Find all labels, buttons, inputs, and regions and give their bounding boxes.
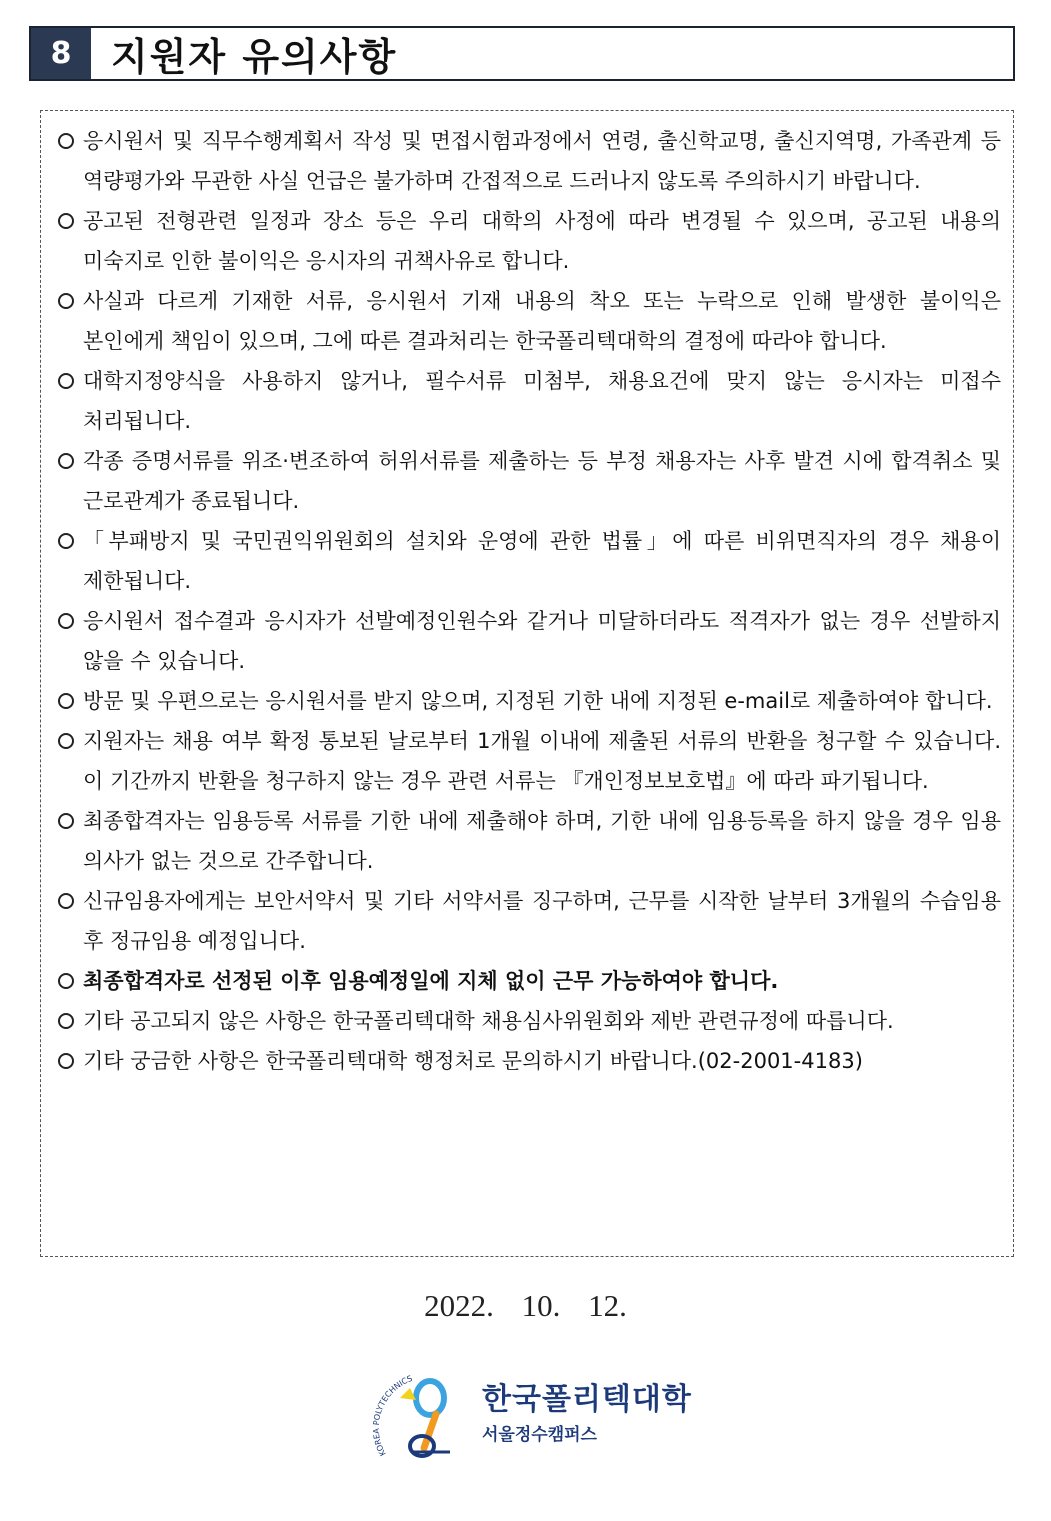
notice-text: 응시원서 및 직무수행계획서 작성 및 면접시험과정에서 연령, 출신학교명, 출신지역명, 가족관계 등 역량평가와 무관한 사실 언급은 불가하며 간접적으로 드러나지 않도록 주의하시기 바랍니다. <box>83 129 1001 193</box>
svg-text:KOREA POLYTECHNICS: KOREA POLYTECHNICS <box>372 1373 414 1458</box>
circle-bullet-icon <box>49 281 83 309</box>
circle-bullet-icon <box>49 881 83 909</box>
notice-text: 지원자는 채용 여부 확정 통보된 날로부터 1개월 이내에 제출된 서류의 반환을 청구할 수 있습니다. 이 기간까지 반환을 청구하지 않는 경우 관련 서류는 『개인정보보호법』에 따라 파기됩니다. <box>83 729 1001 793</box>
notice-text: 기타 궁금한 사항은 한국폴리텍대학 행정처로 문의하시기 바랍니다.(02-2001-4183) <box>83 1049 863 1073</box>
notice-item <box>49 681 1001 721</box>
notice-text: 사실과 다르게 기재한 서류, 응시원서 기재 내용의 착오 또는 누락으로 인해 발생한 불이익은 본인에게 책임이 있으며, 그에 따른 결과처리는 한국폴리텍대학의 결정에 따라야 합니다. <box>83 289 1001 353</box>
circle-bullet-icon <box>49 801 83 829</box>
notice-text: 신규임용자에게는 보안서약서 및 기타 서약서를 징구하며, 근무를 시작한 날부터 3개월의 수습임용 후 정규임용 예정입니다. <box>83 889 1001 953</box>
circle-bullet-icon <box>49 121 83 149</box>
notice-text: 기타 공고되지 않은 사항은 한국폴리텍대학 채용심사위원회와 제반 관련규정에 따릅니다. <box>83 1009 894 1033</box>
college-logo <box>372 1362 692 1472</box>
section-number: 8 <box>31 28 91 79</box>
notice-box <box>40 110 1014 1257</box>
notice-text: 방문 및 우편으로는 응시원서를 받지 않으며, 지정된 기한 내에 지정된 e-mail로 제출하여야 합니다. <box>83 689 993 713</box>
logo-college-name: 한국폴리텍대학 <box>482 1382 692 1417</box>
notice-item <box>49 361 1001 441</box>
notice-item <box>49 881 1001 961</box>
notice-item <box>49 121 1001 201</box>
notice-item <box>49 201 1001 281</box>
notice-item <box>49 441 1001 521</box>
notice-item <box>49 961 1001 1001</box>
notice-item <box>49 601 1001 681</box>
notice-text: 「부패방지 및 국민권익위원회의 설치와 운영에 관한 법률」에 따른 비위면직자의 경우 채용이 제한됩니다. <box>83 529 1001 593</box>
circle-bullet-icon <box>49 681 83 709</box>
circle-bullet-icon <box>49 361 83 389</box>
section-title: 지원자 유의사항 <box>111 35 398 79</box>
document-date: 2022. 10. 12. <box>424 1288 627 1323</box>
notice-text: 최종합격자로 선정된 이후 임용예정일에 지체 없이 근무 가능하여야 합니다. <box>83 969 779 993</box>
logo-campus-name: 서울정수캠퍼스 <box>482 1425 597 1445</box>
notice-text: 응시원서 접수결과 응시자가 선발예정인원수와 같거나 미달하더라도 적격자가 없는 경우 선발하지 않을 수 있습니다. <box>83 609 1001 673</box>
circle-bullet-icon <box>49 521 83 549</box>
notice-item <box>49 1041 1001 1081</box>
polytech-emblem-icon <box>372 1362 482 1472</box>
notice-text: 대학지정양식을 사용하지 않거나, 필수서류 미첨부, 채용요건에 맞지 않는 응시자는 미접수 처리됩니다. <box>83 369 1001 433</box>
notice-item <box>49 721 1001 801</box>
notice-text: 각종 증명서류를 위조·변조하여 허위서류를 제출하는 등 부정 채용자는 사후 발견 시에 합격취소 및 근로관계가 종료됩니다. <box>83 449 1001 513</box>
circle-bullet-icon <box>49 1041 83 1069</box>
notice-item <box>49 281 1001 361</box>
circle-bullet-icon <box>49 961 83 989</box>
section-header <box>29 26 1015 81</box>
circle-bullet-icon <box>49 441 83 469</box>
notice-item <box>49 1001 1001 1041</box>
circle-bullet-icon <box>49 601 83 629</box>
notice-item <box>49 521 1001 601</box>
circle-bullet-icon <box>49 721 83 749</box>
notice-item <box>49 801 1001 881</box>
circle-bullet-icon <box>49 201 83 229</box>
circle-bullet-icon <box>49 1001 83 1029</box>
notice-text: 공고된 전형관련 일정과 장소 등은 우리 대학의 사정에 따라 변경될 수 있으며, 공고된 내용의 미숙지로 인한 불이익은 응시자의 귀책사유로 합니다. <box>83 209 1001 273</box>
notice-text: 최종합격자는 임용등록 서류를 기한 내에 제출해야 하며, 기한 내에 임용등록을 하지 않을 경우 임용 의사가 없는 것으로 간주합니다. <box>83 809 1001 873</box>
